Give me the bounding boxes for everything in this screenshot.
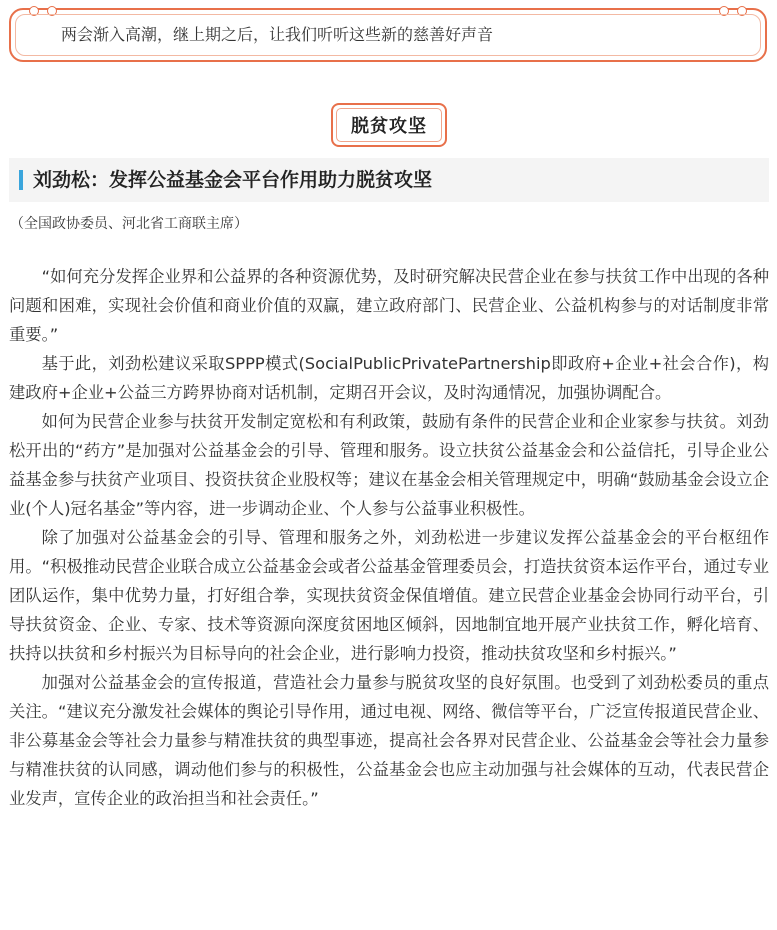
article-body bbox=[9, 262, 769, 813]
paragraph-3: 如何为民营企业参与扶贫开发制定宽松和有利政策，鼓励有条件的民营企业和企业家参与扶贫。刘劲松开出的“药方”是加强对公益基金会的引导、管理和服务。设立扶贫公益基金会和公益信托，引导企业公益基金参与扶贫产业项目、投资扶贫企业股权等；建议在基金会相关管理规定中，明确“鼓励基金会设立企业(个人)冠名基金”等内容，进一步调动企业、个人参与公益事业积极性。 bbox=[9, 412, 769, 518]
dot-icon bbox=[47, 6, 57, 16]
dot-icon bbox=[719, 6, 729, 16]
paragraph-5: 加强对公益基金会的宣传报道，营造社会力量参与脱贫攻坚的良好氛围。也受到了刘劲松委员的重点关注。“建议充分激发社会媒体的舆论引导作用，通过电视、网络、微信等平台，广泛宣传报道民营企业、非公募基金会等社会力量参与精准扶贫的典型事迹，提高社会各界对民营企业、公益基金会等社会力量参与精准扶贫的认同感，调动他们参与的积极性，公益基金会也应主动加强与社会媒体的互动，代表民营企业发声，宣传企业的政治担当和社会责任。” bbox=[9, 673, 769, 808]
section-badge-frame bbox=[331, 103, 447, 147]
intro-box bbox=[9, 8, 767, 62]
article-heading-bar bbox=[9, 158, 769, 202]
paragraph-2: 基于此，刘劲松建议采取SPPP模式(SocialPublicPrivatePartnership即政府+企业+社会合作)，构建政府+企业+公益三方跨界协商对话机制，定期召开会议，及时沟通情况，加强协调配合。 bbox=[9, 354, 769, 402]
paragraph-1: “如何充分发挥企业界和公益界的各种资源优势，及时研究解决民营企业在参与扶贫工作中出现的各种问题和困难，实现社会价值和商业价值的双赢，建立政府部门、民营企业、公益机构参与的对话制度非常重要。” bbox=[9, 267, 769, 344]
decorative-dots-right bbox=[719, 6, 747, 16]
section-badge: 脱贫攻坚 bbox=[336, 108, 442, 142]
article-subtitle: （全国政协委员、河北省工商联主席） bbox=[10, 216, 248, 232]
dot-icon bbox=[29, 6, 39, 16]
dot-icon bbox=[737, 6, 747, 16]
paragraph-4: 除了加强对公益基金会的引导、管理和服务之外，刘劲松进一步建议发挥公益基金会的平台枢纽作用。“积极推动民营企业联合成立公益基金会或者公益基金管理委员会，打造扶贫资本运作平台，通过专业团队运作，集中优势力量，打好组合拳，实现扶贫资金保值增值。建立民营企业基金会协同行动平台，引导扶贫资金、企业、专家、技术等资源向深度贫困地区倾斜，因地制宜地开展产业扶贫工作，孵化培育、扶持以扶贫和乡村振兴为目标导向的社会企业，进行影响力投资，推动扶贫攻坚和乡村振兴。” bbox=[9, 528, 769, 663]
article-title: 刘劲松：发挥公益基金会平台作用助力脱贫攻坚 bbox=[33, 169, 433, 191]
heading-accent-bar bbox=[19, 170, 23, 190]
intro-text: 两会渐入高潮，继上期之后，让我们听听这些新的慈善好声音 bbox=[61, 25, 494, 44]
decorative-dots-left bbox=[29, 6, 57, 16]
